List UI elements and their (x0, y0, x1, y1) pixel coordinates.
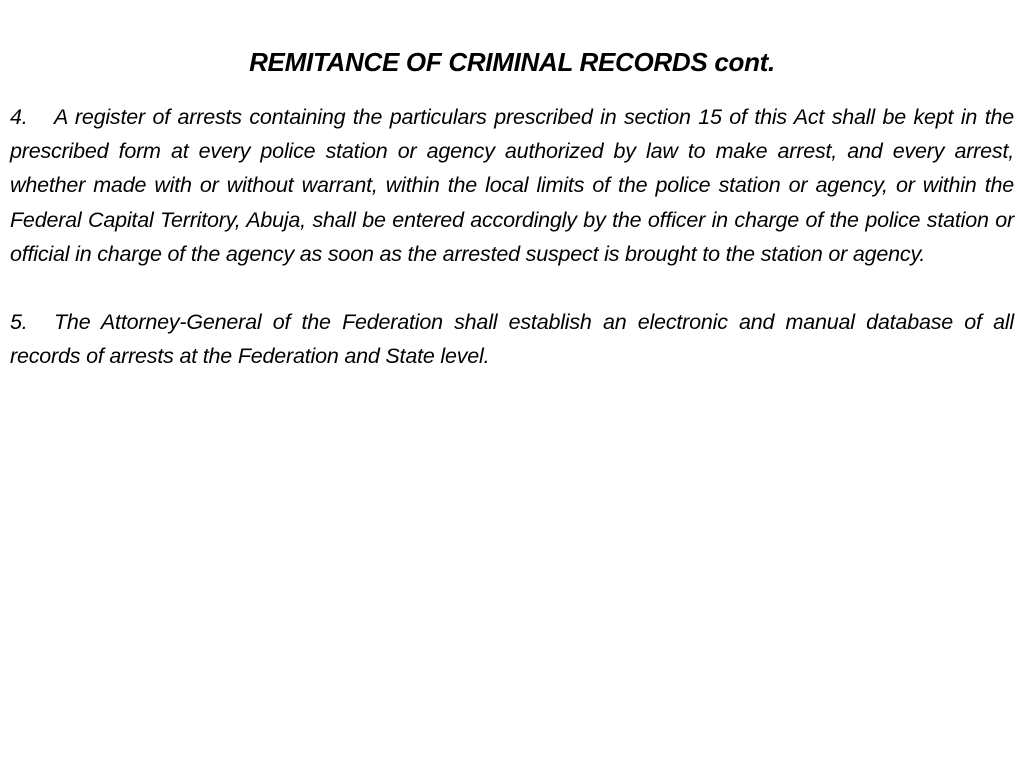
paragraph-number: 5. (10, 310, 28, 335)
slide-body (10, 100, 1014, 373)
paragraph-4 (10, 100, 1014, 271)
paragraph-5 (10, 305, 1014, 373)
paragraph-text: A register of arrests containing the particulars prescribed in section 15 of this Act shall be kept in the prescribed form at every police station or agency authorized by law to make arrest, and every arrest, whether made with or without warrant, within the local limits of the police station or agency, or within the Federal Capital Territory, Abuja, shall be entered accordingly by the officer in charge of the police station or official in charge of the agency as soon as the arrested suspect is brought to the station or agency. (10, 105, 1014, 266)
slide-title: REMITANCE OF CRIMINAL RECORDS cont. (249, 47, 775, 77)
paragraph-text: The Attorney-General of the Federation shall establish an electronic and manual database of all records of arrests at the Federation and State level. (10, 310, 1014, 369)
paragraph-number: 4. (10, 105, 28, 129)
